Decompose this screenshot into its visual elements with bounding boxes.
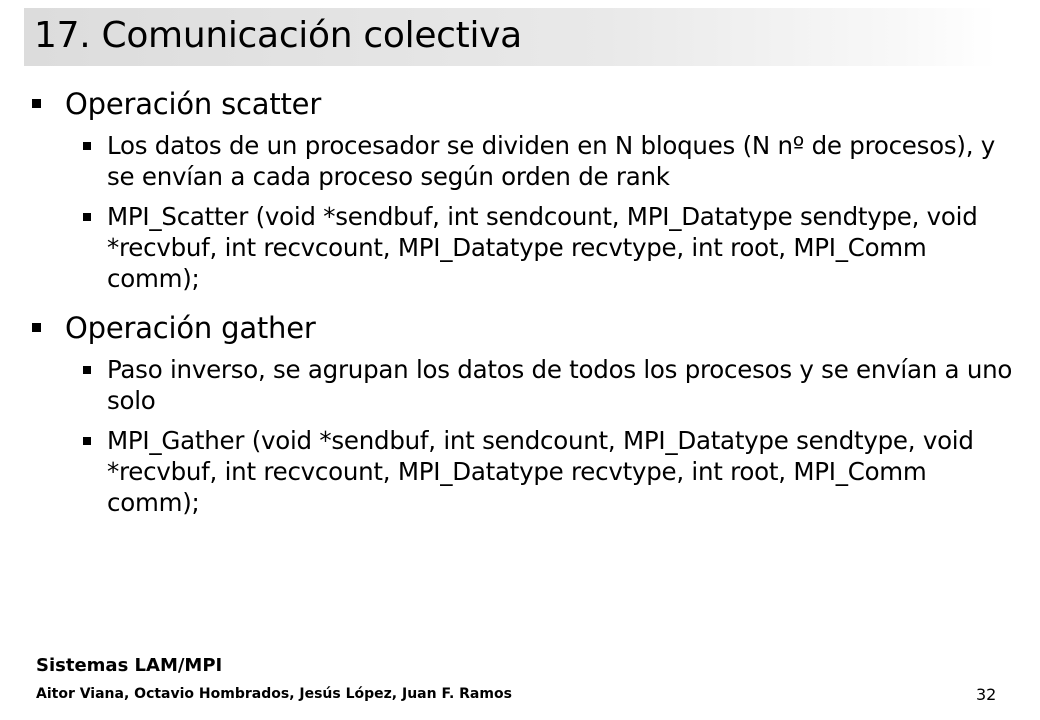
list-item bbox=[30, 130, 1015, 192]
section-heading-text: Operación scatter bbox=[65, 87, 322, 121]
section-heading-text: Operación gather bbox=[65, 311, 316, 345]
footer-authors: Aitor Viana, Octavio Hombrados, Jesús López, Juan F. Ramos bbox=[36, 686, 512, 702]
square-bullet-icon bbox=[32, 323, 41, 332]
list-item-text: MPI_Gather (void *sendbuf, int sendcount, MPI_Datatype sendtype, void *recvbuf, int recvcount, MPI_Datatype recvtype, int root, MPI_Comm comm); bbox=[107, 426, 974, 517]
page-number: 32 bbox=[976, 685, 997, 704]
footer-course: Sistemas LAM/MPI bbox=[36, 655, 223, 676]
list-item bbox=[30, 425, 1015, 518]
list-item-text: Los datos de un procesador se dividen en N bloques (N nº de procesos), y se envían a cada proceso según orden de rank bbox=[107, 131, 996, 191]
square-bullet-icon bbox=[83, 142, 91, 150]
square-bullet-icon bbox=[83, 437, 91, 445]
square-bullet-icon bbox=[32, 99, 41, 108]
title-bar bbox=[24, 8, 996, 66]
square-bullet-icon bbox=[83, 213, 91, 221]
section-gather-heading bbox=[30, 308, 1015, 348]
square-bullet-icon bbox=[83, 366, 91, 374]
list-item bbox=[30, 354, 1015, 416]
section-scatter-heading bbox=[30, 84, 1015, 124]
section-scatter-list bbox=[30, 130, 1015, 294]
list-item-text: Paso inverso, se agrupan los datos de todos los procesos y se envían a uno solo bbox=[107, 355, 1013, 415]
slide-title: 17. Comunicación colectiva bbox=[34, 15, 522, 56]
list-item-text: MPI_Scatter (void *sendbuf, int sendcount, MPI_Datatype sendtype, void *recvbuf, int recvcount, MPI_Datatype recvtype, int root, MPI_Comm comm); bbox=[107, 202, 978, 293]
slide-content bbox=[30, 84, 1015, 527]
section-gather-list bbox=[30, 354, 1015, 518]
list-item bbox=[30, 201, 1015, 294]
